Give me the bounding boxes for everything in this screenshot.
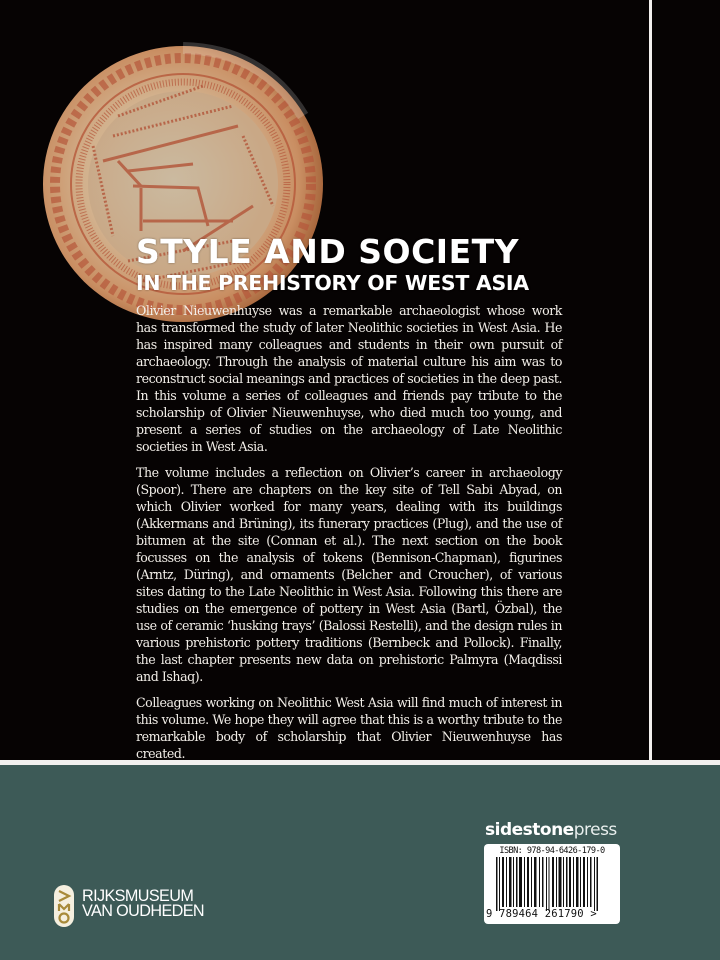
blurb-paragraph-1: Olivier Nieuwenhuyse was a remarkable archaeologist whose work has transformed the study of later Neolithic societies in West Asia. He has inspired many colleagues and students in their own pursuit of archaeology. Through the analysis of material culture his aim was to reconstruct social meanings and practices of societies in the deep past. In this volume a series of colleagues and friends pay tribute to the scholarship of Olivier Nieuwenhuyse, who died much too young, and present a series of studies on the archaeology of Late Neolithic societies in West Asia. bbox=[136, 303, 562, 454]
rmo-logo-icon bbox=[54, 885, 74, 927]
book-subtitle: IN THE PREHISTORY OF WEST ASIA bbox=[136, 271, 529, 295]
isbn-barcode bbox=[484, 844, 620, 924]
barcode-digits: 9 789464 261790 > bbox=[486, 908, 597, 920]
museum-name-line-2: VAN OUDHEDEN bbox=[82, 902, 205, 920]
publisher-name-bold: sidestone bbox=[485, 820, 574, 840]
publisher-name-light: press bbox=[573, 820, 617, 840]
blurb-paragraph-3: Colleagues working on Neolithic West Asia will find much of interest in this volume. We hope they will agree that this is a worthy tribute to the remarkable body of scholarship that Olivier Nieuwenhuyse has created. bbox=[136, 695, 562, 761]
barcode-icon bbox=[490, 857, 606, 911]
blurb bbox=[136, 302, 562, 771]
title-block bbox=[136, 232, 529, 295]
blurb-paragraph-2: The volume includes a reflection on Olivier’s career in archaeology (Spoor). There are chapters on the key site of Tell Sabi Abyad, on which Olivier worked for many years, dealing with its buildings (Akkermans and Brüning), its funerary practices (Plug), and the use of bitumen at the site (Connan et al.). The next section on the book focusses on the analysis of tokens (Bennison-Chapman), figurines (Arntz, Düring), and ornaments (Belcher and Croucher), of various sites dating to the Late Neolithic in West Asia. Following this there are studies on the emergence of pottery in West Asia (Bartl, Özbal), the use of ceramic ‘husking trays’ (Balossi Restelli), and the design rules in various prehistoric pottery traditions (Bernbeck and Pollock). Finally, the last chapter presents new data on prehistoric Palmyra (Maqdissi and Ishaq). bbox=[136, 465, 562, 684]
book-title: STYLE AND SOCIETY bbox=[136, 232, 520, 271]
spine-rule-vertical bbox=[649, 0, 652, 763]
museum-name-line-1: RIJKSMUSEUM bbox=[82, 887, 194, 905]
publisher-logo bbox=[485, 820, 617, 840]
museum-name bbox=[82, 889, 204, 919]
isbn-label: ISBN: 978-94-6426-179-0 bbox=[499, 846, 605, 856]
